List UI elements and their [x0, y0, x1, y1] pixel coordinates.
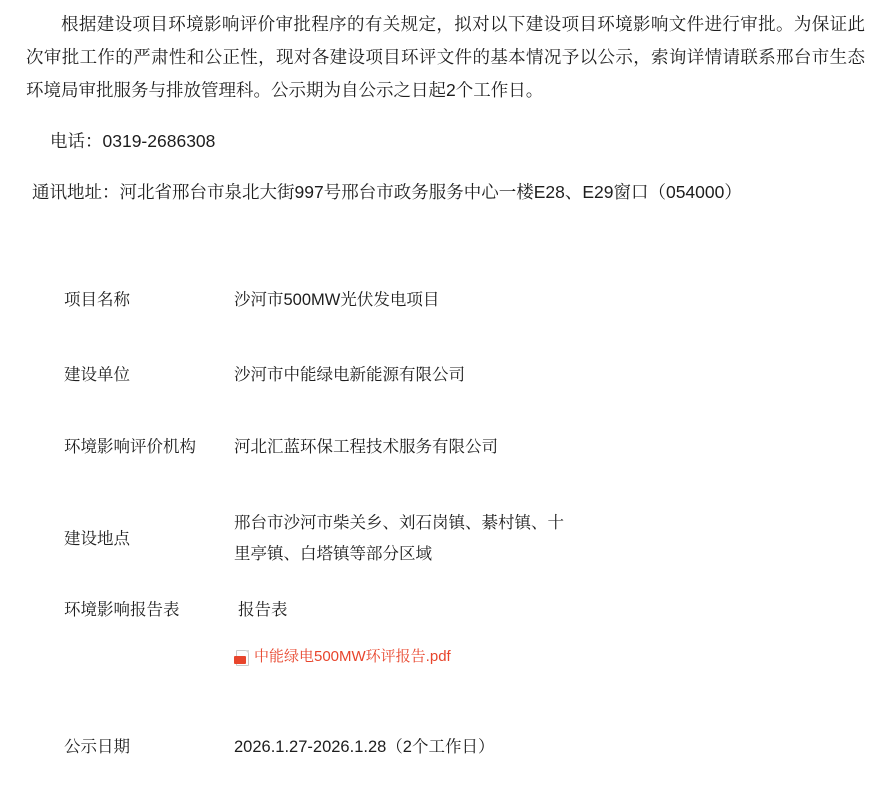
label-construction-site: 建设地点	[64, 529, 130, 548]
label-eia-agency: 环境影响评价机构	[64, 437, 196, 456]
contact-phone-line: 电话：0319-2686308	[50, 131, 216, 151]
table-row-eia-agency	[0, 411, 891, 483]
project-details-table	[0, 261, 891, 777]
construction-site-line-2: 里亭镇、白塔镇等部分区域	[234, 545, 432, 563]
report-attachment-link[interactable]: 中能绿电500MW环评报告.pdf	[254, 648, 451, 665]
label-environmental-report: 环境影响报告表	[64, 601, 180, 619]
pdf-file-icon	[234, 650, 249, 665]
report-type-text: 报告表	[238, 601, 288, 619]
contact-address-line: 通讯地址：河北省邢台市泉北大街997号邢台市政务服务中心一楼E28、E29窗口（054000）	[32, 182, 742, 202]
report-attachment-row[interactable]	[234, 647, 891, 667]
value-environmental-report	[230, 595, 891, 717]
value-publicity-date: 2026.1.27-2026.1.28（2个工作日）	[234, 737, 495, 756]
table-row-construction-site	[0, 483, 891, 595]
value-construction-site	[230, 483, 891, 595]
table-row-construction-unit	[0, 339, 891, 411]
table-row-report	[0, 595, 891, 717]
construction-site-line-1: 邢台市沙河市柴关乡、刘石岗镇、綦村镇、十	[234, 514, 564, 532]
table-row-project-name	[0, 261, 891, 339]
value-construction-unit: 沙河市中能绿电新能源有限公司	[234, 365, 465, 384]
intro-paragraph: 根据建设项目环境影响评价审批程序的有关规定，拟对以下建设项目环境影响文件进行审批。为保证此次审批工作的严肃性和公正性，现对各建设项目环评文件的基本情况予以公示，索询详情请联系邢台市生态环境局审批服务与排放管理科。公示期为自公示之日起2个工作日。	[26, 14, 865, 100]
table-row-publicity-date	[0, 717, 891, 777]
label-publicity-date: 公示日期	[64, 737, 130, 756]
label-construction-unit: 建设单位	[64, 365, 130, 384]
label-project-name: 项目名称	[64, 290, 130, 309]
value-project-name: 沙河市500MW光伏发电项目	[234, 290, 440, 309]
value-eia-agency: 河北汇蓝环保工程技术服务有限公司	[234, 437, 498, 456]
